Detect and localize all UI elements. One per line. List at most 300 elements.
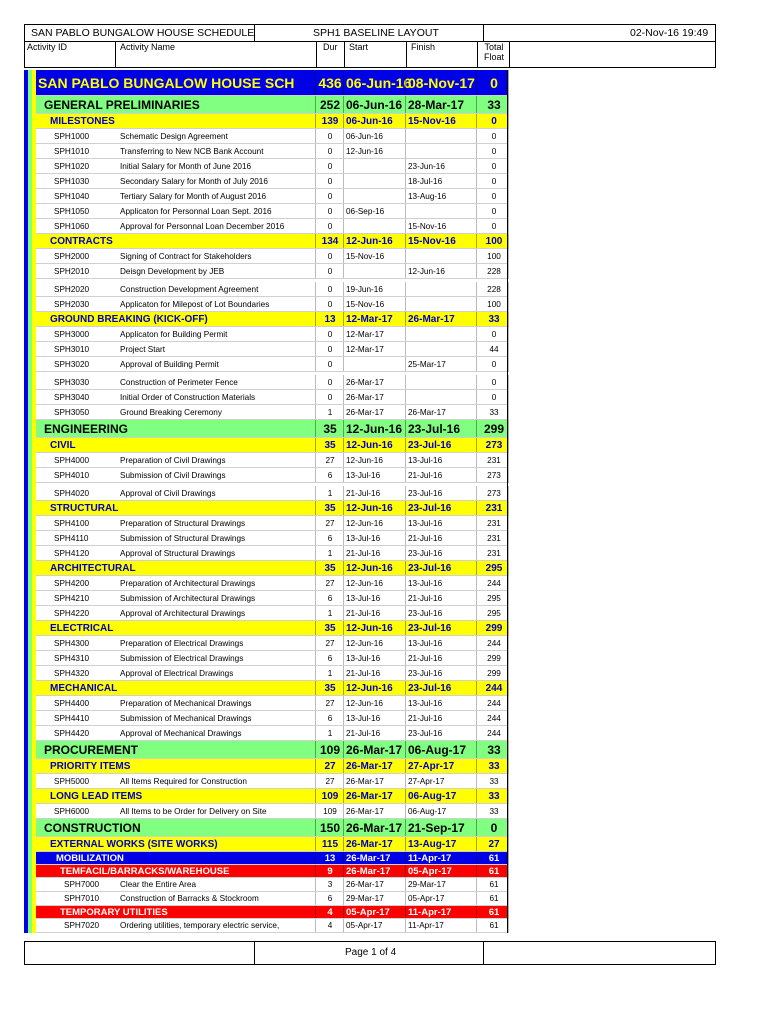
activity-name: Schematic Design Agreement [120,132,228,141]
finish-cell: 21-Sep-17 [408,821,465,835]
cell-separator [508,114,509,129]
activity-name: Ordering utilities, temporary electric service, [120,921,280,930]
cell-separator [508,726,509,741]
finish-cell: 13-Aug-16 [408,192,447,201]
duration-cell: 35 [324,503,336,514]
start-cell: 19-Jun-16 [346,285,383,294]
finish-cell: 23-Jul-16 [408,440,452,451]
total-float-cell: 0 [491,132,497,141]
wbs-name: ELECTRICAL [50,623,114,634]
duration-cell: 0 [327,132,333,141]
duration-cell: 6 [327,534,333,543]
activity-id: SPH4000 [54,456,90,465]
duration-cell: 6 [327,714,333,723]
start-cell: 12-Jun-16 [346,456,383,465]
start-cell: 21-Jul-16 [346,489,381,498]
total-float-cell: 299 [487,669,501,678]
activity-name: Deisgn Development by JEB [120,267,225,276]
activity-id: SPH7000 [64,880,100,889]
total-float-cell: 244 [487,639,501,648]
start-cell: 12-Jun-16 [346,639,383,648]
total-float-cell: 231 [487,549,501,558]
wbs-name: ARCHITECTURAL [50,563,136,574]
total-float-cell: 33 [487,98,501,112]
finish-cell: 23-Jul-16 [408,422,461,436]
finish-cell: 05-Apr-17 [408,894,445,903]
col-total-float-line1: Total [484,42,504,52]
duration-cell: 6 [327,894,333,903]
activity-name: All Items to be Order for Delivery on Site [120,807,267,816]
page-number: Page 1 of 4 [345,947,397,958]
duration-cell: 13 [324,853,336,864]
duration-cell: 109 [321,791,339,802]
cell-separator [508,576,509,591]
duration-cell: 436 [318,75,342,91]
activity-name: Approval of Civil Drawings [120,489,216,498]
cell-separator [508,174,509,189]
start-cell: 21-Jul-16 [346,609,381,618]
activity-name: Project Start [120,345,166,354]
activity-name: Tertiary Salary for Month of August 2016 [120,192,267,201]
start-cell: 29-Mar-17 [346,894,384,903]
cell-separator [508,96,509,114]
wbs-name: PROCUREMENT [44,743,139,757]
report-header [24,24,716,42]
cell-separator [508,375,509,390]
cell-separator [508,468,509,483]
duration-cell: 35 [324,440,336,451]
duration-cell: 0 [327,300,333,309]
total-float-cell: 33 [488,314,500,325]
activity-name: Initial Salary for Month of June 2016 [120,162,252,171]
start-cell: 21-Jul-16 [346,669,381,678]
column-header [24,42,716,68]
cell-separator [508,516,509,531]
total-float-cell: 33 [489,408,499,417]
total-float-cell: 33 [489,807,499,816]
cell-separator [508,70,509,96]
activity-id: SPH1050 [54,207,90,216]
activity-id: SPH4310 [54,654,90,663]
activity-name: Applicaton for Personnal Loan Sept. 2016 [120,207,272,216]
wbs-name: CIVIL [50,440,76,451]
duration-cell: 0 [327,162,333,171]
finish-cell: 21-Jul-16 [408,471,443,480]
total-float-cell: 0 [491,147,497,156]
duration-cell: 109 [323,807,337,816]
cell-separator [508,546,509,561]
cell-separator [508,804,509,819]
activity-name: Signing of Contract for Stakeholders [120,252,252,261]
activity-id: SPH4420 [54,729,90,738]
activity-id: SPH4100 [54,519,90,528]
finish-cell: 13-Jul-16 [408,579,443,588]
duration-cell: 6 [327,654,333,663]
total-float-cell: 0 [491,393,497,402]
start-cell: 21-Jul-16 [346,729,381,738]
activity-id: SPH4120 [54,549,90,558]
start-cell: 05-Apr-17 [346,921,383,930]
total-float-cell: 273 [487,489,501,498]
total-float-cell: 295 [487,609,501,618]
finish-cell: 06-Aug-17 [408,807,447,816]
start-cell: 26-Mar-17 [346,839,393,850]
start-cell: 12-Jun-16 [346,699,383,708]
finish-cell: 13-Jul-16 [408,699,443,708]
activity-name: Preparation of Civil Drawings [120,456,226,465]
total-float-cell: 299 [485,623,503,634]
finish-cell: 15-Nov-16 [408,236,456,247]
finish-cell: 13-Jul-16 [408,456,443,465]
activity-name: Preparation of Architectural Drawings [120,579,256,588]
activity-name: All Items Required for Construction [120,777,247,786]
start-cell: 05-Apr-17 [346,907,390,918]
start-cell: 12-Jun-16 [346,440,393,451]
activity-id: SPH4010 [54,471,90,480]
finish-cell: 27-Apr-17 [408,777,445,786]
activity-name: Submission of Civil Drawings [120,471,226,480]
total-float-cell: 299 [483,422,505,436]
finish-cell: 26-Mar-17 [408,408,446,417]
start-cell: 26-Mar-17 [346,853,391,864]
finish-cell: 21-Jul-16 [408,654,443,663]
total-float-cell: 33 [488,791,500,802]
cell-separator [508,204,509,219]
activity-id: SPH3010 [54,345,90,354]
start-cell: 06-Jun-16 [346,116,393,127]
finish-cell: 25-Mar-17 [408,360,446,369]
start-cell: 26-Mar-17 [346,791,393,802]
finish-cell: 13-Jul-16 [408,519,443,528]
finish-cell: 21-Jul-16 [408,594,443,603]
duration-cell: 134 [321,236,339,247]
activity-name: Preparation of Structural Drawings [120,519,246,528]
cell-separator [508,892,509,906]
wbs-name: TEMFACIL/BARRACKS/WAREHOUSE [60,866,230,877]
finish-cell: 23-Jul-16 [408,683,452,694]
wbs-name: SAN PABLO BUNGALOW HOUSE SCH [38,75,295,91]
finish-cell: 23-Jul-16 [408,623,452,634]
finish-cell: 23-Jul-16 [408,609,443,618]
total-float-cell: 299 [487,654,501,663]
start-cell: 12-Mar-17 [346,314,393,325]
activity-id: SPH1060 [54,222,90,231]
total-float-cell: 244 [487,699,501,708]
activity-name: Construction Development Agreement [120,285,259,294]
finish-cell: 15-Nov-16 [408,222,447,231]
finish-cell: 21-Jul-16 [408,534,443,543]
activity-name: Initial Order of Construction Materials [120,393,256,402]
total-float-cell: 228 [487,285,501,294]
duration-cell: 35 [324,623,336,634]
finish-cell: 18-Jul-16 [408,177,443,186]
duration-cell: 27 [325,519,335,528]
wbs-name: MOBILIZATION [56,853,124,864]
activity-id: SPH6000 [54,807,90,816]
total-float-cell: 231 [485,503,503,514]
start-cell: 26-Mar-17 [346,821,403,835]
activity-id: SPH2010 [54,267,90,276]
cell-separator [508,312,509,327]
duration-cell: 0 [327,147,333,156]
total-float-cell: 0 [491,207,497,216]
finish-cell: 13-Aug-17 [408,839,457,850]
cell-separator [508,852,509,865]
duration-cell: 4 [327,907,333,918]
activity-name: Approval of Electrical Drawings [120,669,234,678]
activity-id: SPH4210 [54,594,90,603]
cell-separator [508,696,509,711]
activity-name: Applicaton for Milepost of Lot Boundaries [120,300,270,309]
total-float-cell: 61 [488,853,500,864]
cell-separator [508,651,509,666]
start-cell: 12-Jun-16 [346,503,393,514]
duration-cell: 0 [327,177,333,186]
start-cell: 12-Jun-16 [346,519,383,528]
cell-separator [508,606,509,621]
activity-id: SPH4400 [54,699,90,708]
activity-id: SPH3040 [54,393,90,402]
finish-cell: 29-Mar-17 [408,880,446,889]
start-cell: 15-Nov-16 [346,252,385,261]
cell-separator [508,219,509,234]
total-float-cell: 33 [488,761,500,772]
duration-cell: 0 [327,360,333,369]
cell-separator [508,666,509,681]
duration-cell: 0 [327,207,333,216]
cell-separator [508,919,509,933]
report-date: 02-Nov-16 19:49 [630,27,709,39]
activity-name: Submission of Mechanical Drawings [120,714,252,723]
wbs-name: STRUCTURAL [50,503,119,514]
cell-separator [508,789,509,804]
total-float-cell: 273 [485,440,503,451]
activity-name: Applicaton for Building Permit [120,330,228,339]
total-float-cell: 295 [485,563,503,574]
start-cell: 12-Jun-16 [346,563,393,574]
wbs-name: PRIORITY ITEMS [50,761,131,772]
start-cell: 13-Jul-16 [346,654,381,663]
finish-cell: 26-Mar-17 [408,314,455,325]
total-float-cell: 0 [491,177,497,186]
activity-id: SPH1030 [54,177,90,186]
finish-cell: 08-Nov-17 [408,75,475,91]
duration-cell: 0 [327,285,333,294]
col-start: Start [349,42,369,52]
start-cell: 13-Jul-16 [346,714,381,723]
total-float-cell: 27 [488,839,500,850]
cell-separator [508,759,509,774]
schedule-sheet [24,24,716,965]
activity-id: SPH5000 [54,777,90,786]
finish-cell: 23-Jul-16 [408,563,452,574]
duration-cell: 1 [327,408,333,417]
activity-id: SPH4410 [54,714,90,723]
activity-id: SPH3000 [54,330,90,339]
activity-name: Transferring to New NCB Bank Account [120,147,264,156]
col-activity-name: Activity Name [120,42,176,52]
total-float-cell: 0 [490,821,498,835]
cell-separator [508,561,509,576]
start-cell: 12-Jun-16 [346,147,383,156]
col-activity-id: Activity ID [27,42,68,52]
activity-id: SPH4020 [54,489,90,498]
cell-separator [508,357,509,372]
wbs-name: ENGINEERING [44,422,129,436]
cell-separator [508,129,509,144]
total-float-cell: 33 [487,743,501,757]
total-float-cell: 61 [489,894,499,903]
activity-id: SPH3050 [54,408,90,417]
duration-cell: 6 [327,471,333,480]
total-float-cell: 33 [489,777,499,786]
col-finish: Finish [411,42,436,52]
activity-name: Preparation of Mechanical Drawings [120,699,252,708]
finish-cell: 06-Aug-17 [408,743,467,757]
start-cell: 26-Mar-17 [346,378,384,387]
duration-cell: 109 [319,743,341,757]
cell-separator [508,711,509,726]
total-float-cell: 61 [488,866,500,877]
cell-separator [508,297,509,312]
activity-id: SPH3020 [54,360,90,369]
activity-name: Approval for Personnal Loan December 2016 [120,222,285,231]
start-cell: 26-Mar-17 [346,807,384,816]
activity-id: SPH4300 [54,639,90,648]
finish-cell: 11-Apr-17 [408,921,444,930]
start-cell: 12-Jun-16 [346,422,403,436]
finish-cell: 23-Jul-16 [408,729,443,738]
start-cell: 15-Nov-16 [346,300,385,309]
finish-cell: 12-Jun-16 [408,267,445,276]
activity-id: SPH2030 [54,300,90,309]
cell-separator [508,865,509,878]
duration-cell: 35 [324,683,336,694]
activity-name: Secondary Salary for Month of July 2016 [120,177,268,186]
activity-id: SPH3030 [54,378,90,387]
finish-cell: 23-Jul-16 [408,669,443,678]
cell-separator [508,264,509,279]
wbs-name: LONG LEAD ITEMS [50,791,143,802]
duration-cell: 0 [327,393,333,402]
duration-cell: 0 [327,192,333,201]
finish-cell: 13-Jul-16 [408,639,443,648]
start-cell: 12-Jun-16 [346,623,393,634]
duration-cell: 0 [327,252,333,261]
total-float-cell: 295 [487,594,501,603]
start-cell: 26-Mar-17 [346,777,384,786]
duration-cell: 4 [327,921,333,930]
cell-separator [508,774,509,789]
duration-cell: 27 [325,639,335,648]
total-float-cell: 228 [487,267,501,276]
wbs-name: MILESTONES [50,116,115,127]
duration-cell: 1 [327,609,333,618]
finish-cell: 05-Apr-17 [408,866,452,877]
cell-separator [508,282,509,297]
cell-separator [508,159,509,174]
duration-cell: 252 [319,98,341,112]
duration-cell: 27 [325,699,335,708]
activity-name: Preparation of Electrical Drawings [120,639,244,648]
total-float-cell: 244 [487,729,501,738]
duration-cell: 9 [327,866,333,877]
cell-separator [508,234,509,249]
wbs-name: CONSTRUCTION [44,821,141,835]
finish-cell: 15-Nov-16 [408,116,456,127]
activity-name: Submission of Architectural Drawings [120,594,256,603]
start-cell: 12-Jun-16 [346,579,383,588]
cell-separator [508,144,509,159]
cell-separator [508,453,509,468]
total-float-cell: 100 [487,252,501,261]
duration-cell: 115 [321,839,339,850]
total-float-cell: 100 [487,300,501,309]
duration-cell: 27 [325,579,335,588]
cell-separator [508,621,509,636]
activity-name: Clear the Entire Area [120,880,197,889]
cell-separator [508,249,509,264]
activity-name: Construction of Perimeter Fence [120,378,238,387]
total-float-cell: 61 [488,907,500,918]
total-float-cell: 231 [487,519,501,528]
duration-cell: 13 [324,314,336,325]
cell-separator [508,327,509,342]
duration-cell: 3 [327,880,333,889]
activity-id: SPH1010 [54,147,90,156]
duration-cell: 1 [327,549,333,558]
table-outline [24,70,508,933]
duration-cell: 150 [319,821,341,835]
cell-separator [508,390,509,405]
total-float-cell: 273 [487,471,501,480]
wbs-name: GROUND BREAKING (KICK-OFF) [50,314,208,325]
duration-cell: 0 [327,378,333,387]
finish-cell: 23-Jun-16 [408,162,445,171]
start-cell: 26-Mar-17 [346,761,393,772]
total-float-cell: 44 [489,345,499,354]
duration-cell: 27 [325,777,335,786]
activity-id: SPH1040 [54,192,90,201]
finish-cell: 11-Apr-17 [408,907,452,918]
total-float-cell: 61 [489,880,499,889]
start-cell: 26-Mar-17 [346,866,391,877]
activity-name: Approval of Mechanical Drawings [120,729,242,738]
cell-separator [508,342,509,357]
page-footer [24,941,716,965]
activity-id: SPH7010 [64,894,100,903]
total-float-cell: 0 [491,360,497,369]
finish-cell: 11-Apr-17 [408,853,452,864]
total-float-cell: 244 [487,579,501,588]
start-cell: 06-Sep-16 [346,207,385,216]
cell-separator [508,501,509,516]
wbs-name: EXTERNAL WORKS (SITE WORKS) [50,839,218,850]
cell-separator [508,819,509,837]
duration-cell: 0 [327,330,333,339]
cell-separator [508,591,509,606]
wbs-name: TEMPORARY UTILITIES [60,907,168,918]
col-duration: Dur [323,42,338,52]
cell-separator [508,405,509,420]
layout-name: SPH1 BASELINE LAYOUT [313,27,439,39]
total-float-cell: 0 [491,222,497,231]
finish-cell: 21-Jul-16 [408,714,443,723]
duration-cell: 27 [325,456,335,465]
wbs-name: GENERAL PRELIMINARIES [44,98,200,112]
duration-cell: 1 [327,489,333,498]
total-float-cell: 0 [491,378,497,387]
